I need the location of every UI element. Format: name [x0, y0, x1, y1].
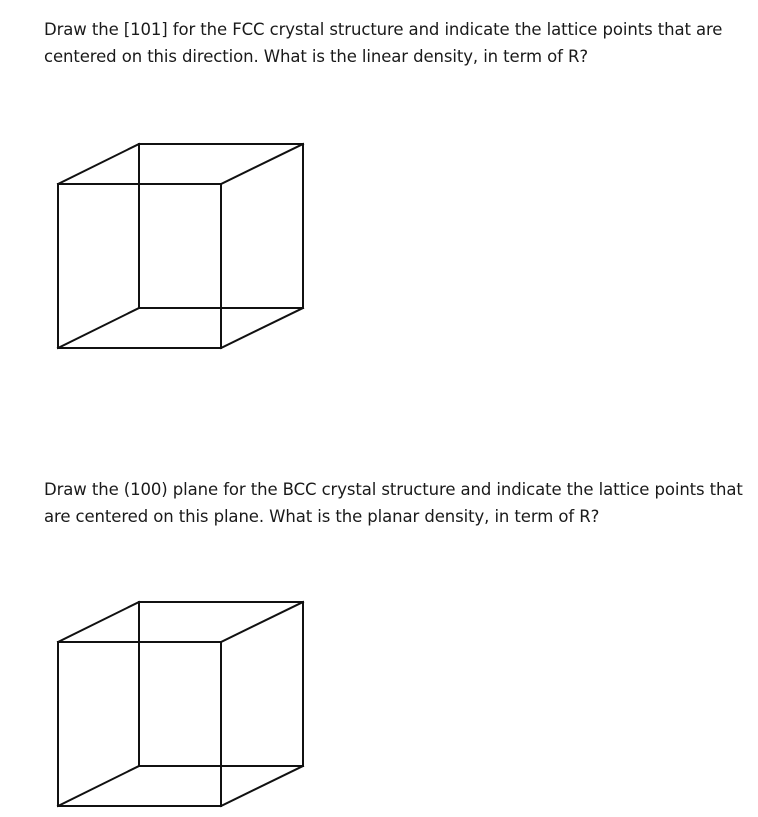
question-1-line-1: Draw the [101] for the FCC crystal structure and indicate the lattice points that are — [44, 20, 723, 39]
bottom-left-connector — [58, 308, 139, 348]
top-right-connector — [221, 144, 303, 184]
cube-diagram-1 — [56, 142, 306, 352]
question-2 — [44, 476, 754, 530]
question-2-line-2: are centered on this plane. What is the planar density, in term of R? — [44, 507, 600, 526]
top-left-connector — [58, 602, 139, 642]
question-2-line-1: Draw the (100) plane for the BCC crystal structure and indicate the lattice points that — [44, 480, 743, 499]
cube-diagram-2 — [56, 600, 306, 810]
bottom-right-connector — [221, 766, 303, 806]
bottom-left-connector — [58, 766, 139, 806]
bottom-right-connector — [221, 308, 303, 348]
top-left-connector — [58, 144, 139, 184]
question-1 — [44, 16, 754, 70]
question-1-line-2: centered on this direction. What is the linear density, in term of R? — [44, 47, 588, 66]
top-right-connector — [221, 602, 303, 642]
